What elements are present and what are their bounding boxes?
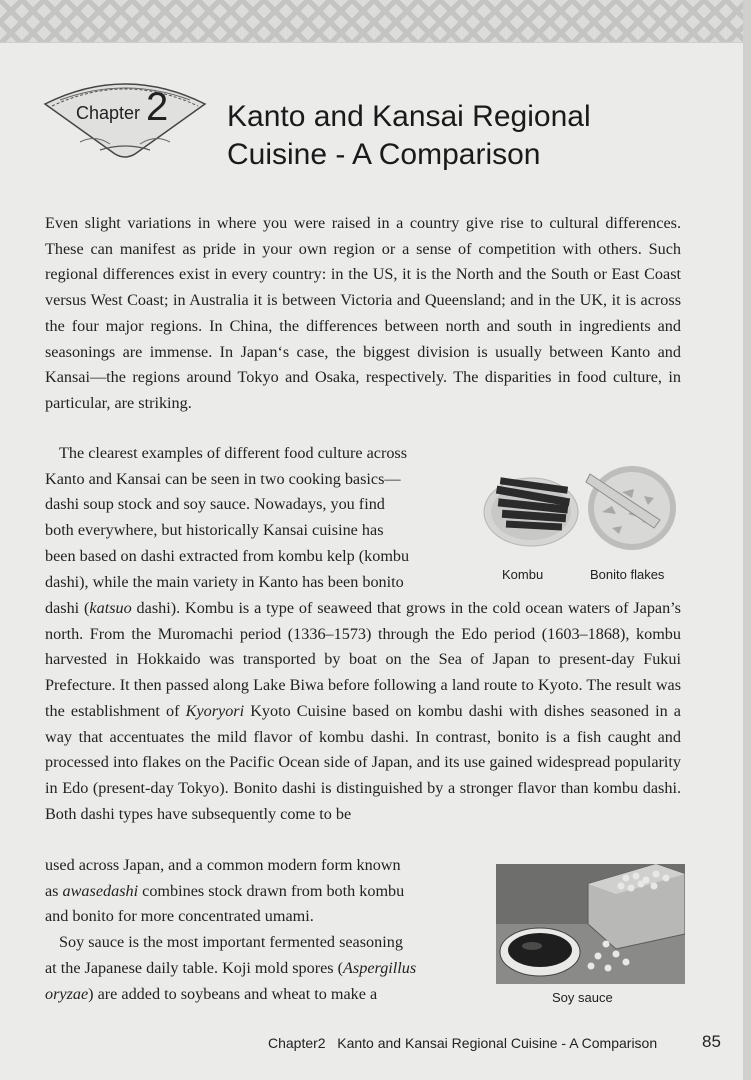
p3-line (45, 982, 475, 1008)
chapter-title (227, 98, 727, 174)
p2-line: both everywhere, but historically Kansai cuisine has (45, 521, 384, 540)
paragraph-1: Even slight variations in where you were raised in a country give rise to cultural differences. These can manifest as pride in your own region or a sense of competition with others. Such regional differences exist in every country: in the US, it is the North and the South or East Coast versus West Coast; in Australia it is between Victoria and Queensland; and in the UK, it is across the four major regions. In China, the differences between north and south in ingredients and seasonings are immense. In Japan‘s case, the biggest division is usually between Kanto and Kansai—the regions around Tokyo and Osaka, respectively. The disparities in food culture, in particular, are striking. (45, 214, 681, 412)
p3-line (45, 956, 475, 982)
caption-soy-sauce: Soy sauce (552, 990, 613, 1005)
paragraph-2-narrow (45, 441, 475, 595)
p2-tail-line: used across Japan, and a common modern form known (45, 856, 401, 874)
decorative-pattern-band (0, 0, 751, 43)
paragraph-2-tail (45, 853, 475, 1007)
p2-line: The clearest examples of different food culture across (59, 444, 408, 462)
title-line-2: Cuisine - A Comparison (227, 138, 541, 171)
caption-kombu: Kombu (502, 567, 544, 582)
p2-tail-line: and bonito for more concentrated umami. (45, 907, 314, 926)
chapter-number: 2 (146, 85, 169, 129)
p2-line: dashi soup stock and soy sauce. Nowadays, you find (45, 495, 385, 514)
caption-bonito: Bonito flakes (590, 567, 665, 582)
p3-text: at the Japanese daily table. Koji mold spores ( (45, 958, 344, 977)
p2-tail-text: as (45, 881, 63, 900)
p2-line: dashi), while the main variety in Kanto has been bonito (45, 572, 404, 591)
soy-sauce-photo (496, 864, 685, 984)
p2-text: dashi ( (45, 599, 90, 617)
p2-italic-awasedashi: awasedashi (62, 881, 139, 900)
p2-text: Kyoto Cuisine based on kombu dashi with dishes seasoned in a way that accentuates the mild flavor of kombu dashi. In contrast, bonito is a fish caught and processed into flakes on the Pacific Ocean side of Japan, and its use gained widespread popularity in Edo (present-day Tokyo). Bonito dashi is distinguished by a stronger flavor than kombu dashi. Both dashi types have subsequently come to be (45, 701, 681, 823)
p2-tail-line (45, 879, 475, 905)
bonito-flakes-photo (582, 462, 677, 554)
chapter-label: Chapter (76, 103, 141, 123)
page-number: 85 (702, 1032, 721, 1051)
p3-italic-oryzae: oryzae (45, 984, 89, 1003)
p2-text: dashi). Kombu is a type of seaweed that grows in the cold ocean waters of Japan’s north. From the Muromachi period (1336–1573) through the Edo period (1603–1868), kombu harvested in Hokkaido was transported by boat on the Sea of Japan to present-day Fukui Prefecture. It then passed along Lake Biwa before following a land route to Kyoto. The result was the establishment of (45, 599, 681, 720)
p3-text: ) are added to soybeans and wheat to make a (88, 984, 378, 1003)
kombu-photo (482, 468, 580, 550)
p3-italic-aspergillus: Aspergillus (343, 958, 417, 977)
p2-italic-katsuo: katsuo (89, 599, 132, 617)
p2-line: Kanto and Kansai can be seen in two cooking basics— (45, 469, 401, 488)
p2-tail-text: combines stock drawn from both kombu (138, 881, 405, 900)
p2-italic-kyoryori: Kyoryori (185, 701, 245, 720)
title-line-1: Kanto and Kansai Regional (227, 100, 591, 133)
p3-line: Soy sauce is the most important fermented seasoning (59, 933, 403, 952)
p2-line: been based on dashi extracted from kombu kelp (kombu (45, 546, 410, 565)
running-footer: Chapter2 Kanto and Kansai Regional Cuisine - A Comparison (268, 1035, 658, 1051)
paragraph-2-wide (45, 596, 681, 827)
page-edge (743, 0, 751, 1080)
